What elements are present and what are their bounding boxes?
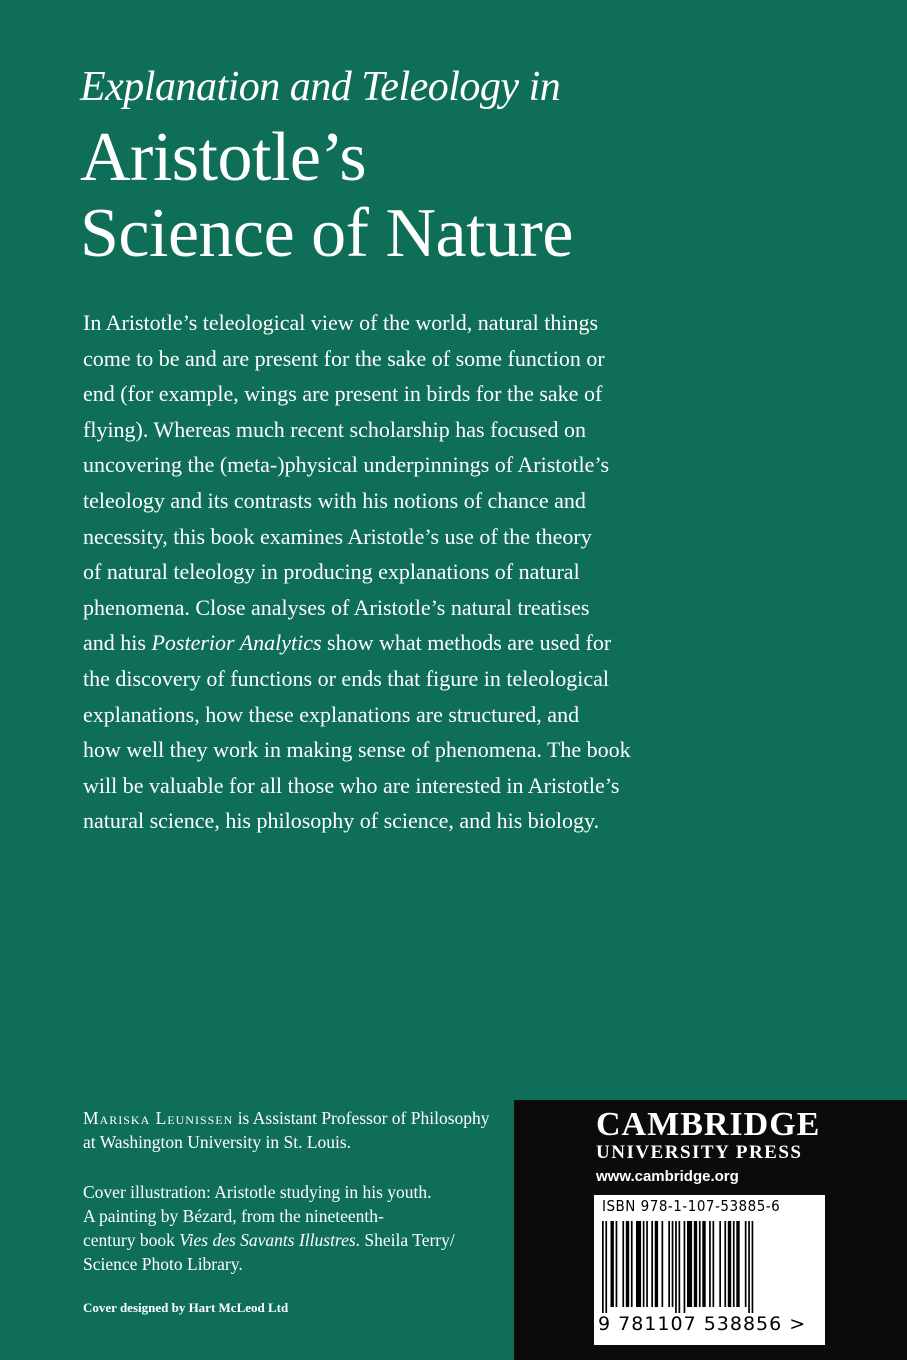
book-title-line-2: Science of Nature	[80, 195, 573, 272]
barcode-bar	[679, 1221, 681, 1313]
author-bio: is Assistant Professor of Philosophy at Washington University in St. Louis.	[83, 1108, 490, 1152]
description-line: natural science, his philosophy of science, and his biology.	[83, 808, 600, 834]
barcode-bar	[745, 1221, 747, 1307]
barcode-bar	[602, 1221, 604, 1313]
description-line	[83, 625, 683, 661]
barcode-bar	[643, 1221, 645, 1307]
description-text: and his	[83, 630, 152, 656]
barcode-bar	[699, 1221, 701, 1307]
barcode-icon	[600, 1221, 819, 1313]
barcode-bar	[694, 1221, 697, 1307]
isbn-label: ISBN 978-1-107-53885-6	[602, 1197, 781, 1215]
publisher-press-label: UNIVERSITY PRESS	[596, 1142, 803, 1163]
description-line: necessity, this book examines Aristotle’s use of the theory	[83, 523, 592, 549]
barcode-bar	[702, 1221, 705, 1307]
barcode-bar	[668, 1221, 670, 1307]
barcode-bar	[733, 1221, 735, 1307]
publisher-panel	[514, 1100, 907, 1360]
barcode-bar	[651, 1221, 653, 1307]
illustration-line: Science Photo Library.	[83, 1254, 243, 1274]
description-line: come to be and are present for the sake of some function or	[83, 345, 605, 371]
author-name: Mariska Leunissen	[83, 1108, 234, 1128]
description-line: how well they work in making sense of phenomena. The book	[83, 737, 631, 763]
publisher-logo: CAMBRIDGE	[596, 1106, 821, 1143]
book-title-line-1: Aristotle’s	[80, 119, 367, 196]
book-title	[80, 120, 860, 272]
description-line: the discovery of functions or ends that figure in teleological	[83, 665, 610, 691]
illustration-book-italic: Vies des Savants Illustres	[179, 1230, 356, 1250]
barcode-digits: 9 781107 538856 >	[598, 1313, 807, 1335]
barcode-bar	[752, 1221, 754, 1313]
description-line: will be valuable for all those who are interested in Aristotle’s	[83, 772, 620, 798]
barcode-bar	[626, 1221, 629, 1307]
barcode-bar	[719, 1221, 721, 1307]
barcode-panel	[594, 1195, 825, 1345]
barcode-bar	[675, 1221, 677, 1313]
description-line: of natural teleology in producing explanations of natural	[83, 559, 580, 585]
illustration-line: A painting by Bézard, from the nineteenth-	[83, 1206, 384, 1226]
author-note	[83, 1106, 503, 1154]
description-line: uncovering the (meta-)physical underpinnings of Aristotle’s	[83, 452, 610, 478]
barcode-bar	[713, 1221, 715, 1307]
description-line: teleology and its contrasts with his notions of chance and	[83, 487, 586, 513]
description-line: explanations, how these explanations are structured, and	[83, 701, 580, 727]
description-line: In Aristotle’s teleological view of the world, natural things	[83, 310, 599, 335]
barcode-bar	[709, 1221, 711, 1307]
book-description	[83, 305, 683, 839]
barcode-bar	[622, 1221, 624, 1307]
illustration-text: century book	[83, 1230, 180, 1250]
illustration-text: . Sheila Terry/	[355, 1230, 455, 1250]
book-subtitle: Explanation and Teleology in	[80, 64, 561, 110]
title-block	[80, 62, 860, 272]
barcode-bar	[605, 1221, 607, 1313]
barcode-bar	[611, 1221, 614, 1307]
barcode-bar	[662, 1221, 664, 1307]
barcode-bar	[684, 1221, 686, 1313]
barcode-bar	[728, 1221, 731, 1307]
description-line: flying). Whereas much recent scholarship has focused on	[83, 416, 586, 442]
barcode-bar	[672, 1221, 674, 1307]
book-reference-italic: Posterior Analytics	[151, 630, 322, 656]
barcode-bar	[646, 1221, 648, 1307]
description-line: phenomena. Close analyses of Aristotle’s natural treatises	[83, 594, 590, 620]
barcode-bar	[636, 1221, 641, 1307]
barcode-bar	[687, 1221, 692, 1307]
barcode-bar	[724, 1221, 726, 1307]
description-text: show what methods are used for	[321, 630, 612, 656]
barcode-bar	[748, 1221, 750, 1313]
cover-design-credit: Cover designed by Hart McLeod Ltd	[83, 1300, 289, 1315]
cover-illustration-note	[83, 1180, 503, 1276]
barcode-bar	[631, 1221, 633, 1307]
barcode-bar	[736, 1221, 739, 1307]
illustration-line: Cover illustration: Aristotle studying in his youth.	[83, 1182, 432, 1202]
illustration-line	[83, 1228, 503, 1252]
barcode-bar	[616, 1221, 618, 1307]
publisher-url: www.cambridge.org	[596, 1168, 739, 1185]
barcode-bar	[655, 1221, 658, 1307]
description-line: end (for example, wings are present in birds for the sake of	[83, 381, 603, 407]
